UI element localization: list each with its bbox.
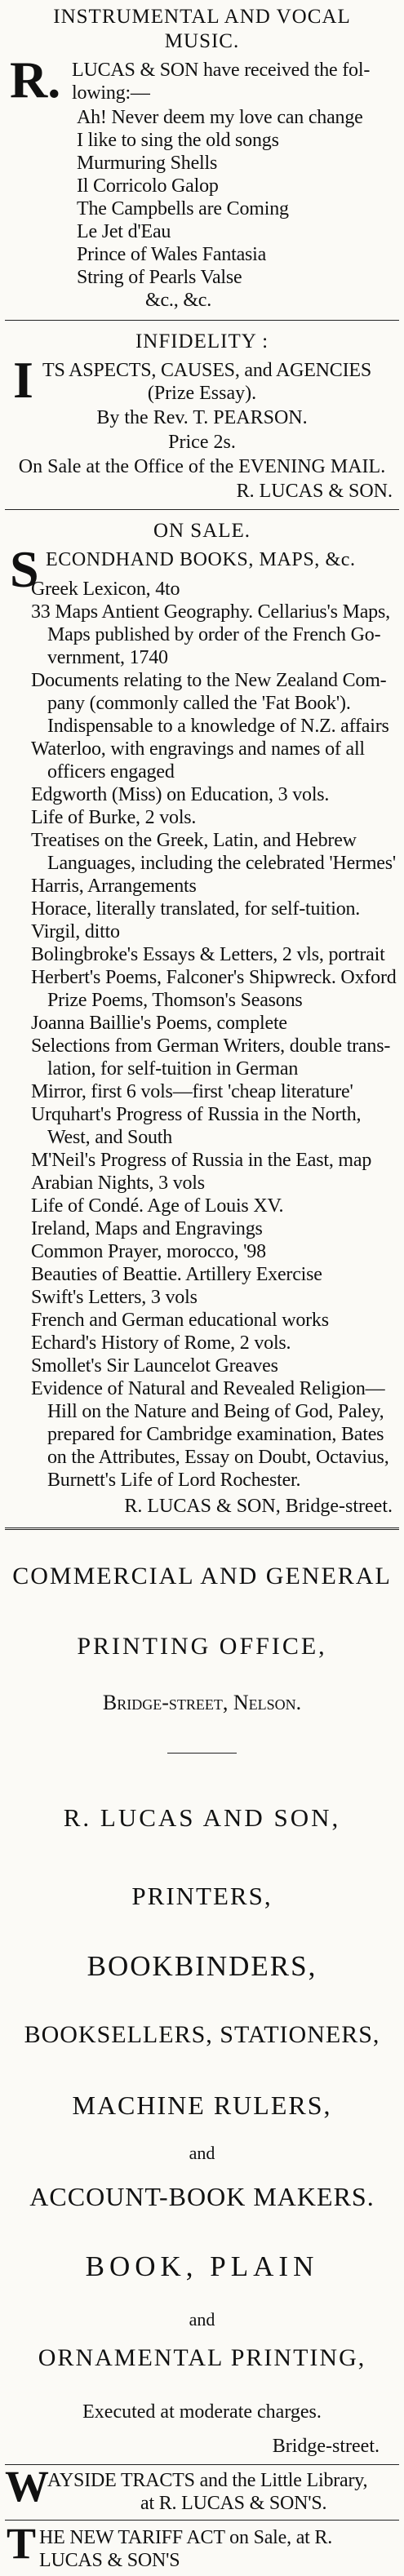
book-line: pany (commonly called the 'Fat Book'). — [47, 693, 351, 714]
music-heading-line1: INSTRUMENTAL AND VOCAL — [53, 6, 351, 28]
book-line: Horace, literally translated, for self-tuition. — [31, 898, 361, 920]
book-line: Swift's Letters, 3 vols — [31, 1287, 198, 1308]
infidelity-signature: R. LUCAS & SON. — [236, 481, 393, 502]
trade-account-book-makers: ACCOUNT-BOOK MAKERS. — [29, 2182, 375, 2211]
book-line: Urquhart's Progress of Russia in the North, — [31, 1104, 362, 1125]
book-line: Mirror, first 6 vols—first 'cheap literature' — [31, 1081, 353, 1102]
book-line: Virgil, ditto — [31, 921, 120, 942]
book-line: Bolingbroke's Essays & Letters, 2 vls, portrait — [31, 944, 385, 965]
wayside-line2: at R. LUCAS & SON'S. — [140, 2493, 327, 2514]
book-line: Selections from German Writers, double trans- — [31, 1035, 391, 1057]
book-line: Greek Lexicon, 4to — [31, 579, 180, 600]
book-line: Maps published by order of the French Go- — [47, 624, 381, 645]
music-item: Murmuring Shells — [77, 153, 218, 174]
music-item: &c., &c. — [145, 290, 212, 311]
trade-bookbinders: BOOKBINDERS, — [87, 1950, 317, 1982]
trade-machine-rulers: MACHINE RULERS, — [72, 2091, 332, 2120]
book-line: Edgworth (Miss) on Education, 3 vols. — [31, 784, 330, 805]
divider — [5, 509, 399, 510]
book-line: M'Neil's Progress of Russia in the East, map — [31, 1150, 372, 1171]
book-plain: BOOK, PLAIN — [85, 2250, 319, 2282]
tariff-line1: HE NEW TARIFF ACT on Sale, at R. — [39, 2527, 333, 2548]
book-line: Languages, including the celebrated 'Hermes' — [47, 853, 397, 874]
music-heading-line2: MUSIC. — [164, 30, 240, 52]
infidelity-sale-notice: On Sale at the Office of the EVENING MAIL. — [18, 456, 386, 477]
book-line: Evidence of Natural and Revealed Religion— — [31, 1378, 385, 1399]
book-line: Burnett's Life of Lord Rochester. — [47, 1470, 301, 1491]
book-line: French and German educational works — [31, 1310, 329, 1331]
book-line: Ireland, Maps and Engravings — [31, 1218, 263, 1239]
trade-booksellers-stationers: BOOKSELLERS, STATIONERS, — [24, 2021, 380, 2048]
book-line: Arabian Nights, 3 vols — [31, 1173, 205, 1194]
book-line: on the Attributes, Essay on Doubt, Octavius, — [47, 1447, 389, 1468]
infidelity-author: By the Rev. T. PEARSON. — [96, 407, 308, 428]
divider — [5, 320, 399, 321]
onsale-signature: R. LUCAS & SON, Bridge-street. — [124, 1496, 393, 1517]
tariff-dropcap: T — [7, 2519, 37, 2568]
book-line: Joanna Baillie's Poems, complete — [31, 1013, 287, 1034]
printing-address: Bridge-street, Nelson. — [102, 1691, 302, 1714]
firm-name: R. LUCAS AND SON, — [63, 1803, 341, 1832]
music-item: Ah! Never deem my love can change — [77, 107, 363, 128]
music-item: The Campbells are Coming — [77, 198, 289, 219]
book-line: Herbert's Poems, Falconer's Shipwreck. Oxford — [31, 967, 397, 988]
music-intro-line2: lowing:— — [72, 82, 150, 104]
book-line: Documents relating to the New Zealand Com- — [31, 670, 387, 691]
book-line: Treatises on the Greek, Latin, and Hebrew — [31, 830, 357, 851]
divider — [5, 2520, 399, 2521]
trade-printers: PRINTERS, — [131, 1882, 273, 1910]
book-line: Indispensable to a knowledge of N.Z. affairs — [47, 716, 389, 737]
onsale-title: ECONDHAND BOOKS, MAPS, &c. — [46, 549, 356, 570]
short-rule — [167, 1753, 237, 1754]
music-intro-line1: LUCAS & SON have received the fol- — [72, 60, 371, 81]
wayside-line1: AYSIDE TRACTS and the Little Library, — [47, 2470, 368, 2491]
book-line: Echard's History of Rome, 2 vols. — [31, 1332, 291, 1354]
book-line: Harris, Arrangements — [31, 876, 197, 897]
book-line: Beauties of Beattie. Artillery Exercise — [31, 1264, 322, 1285]
onsale-heading: ON SALE. — [153, 520, 251, 542]
book-line: West, and South — [47, 1127, 173, 1148]
book-line: Hill on the Nature and Being of God, Paley, — [47, 1401, 384, 1422]
book-line: 33 Maps Antient Geography. Cellarius's Maps, — [31, 601, 390, 623]
music-item: Prince of Wales Fantasia — [77, 244, 267, 265]
and-connector: and — [189, 2309, 215, 2330]
music-dropcap: R. — [10, 51, 61, 109]
book-line: Prize Poems, Thomson's Seasons — [47, 990, 303, 1011]
ornamental-printing: ORNAMENTAL PRINTING, — [38, 2344, 366, 2371]
moderate-charges: Executed at moderate charges. — [82, 2401, 322, 2423]
book-line: prepared for Cambridge examination, Bates — [47, 1424, 384, 1445]
infidelity-price: Price 2s. — [168, 432, 236, 453]
book-line: Common Prayer, morocco, '98 — [31, 1241, 266, 1262]
book-line: Waterloo, with engravings and names of all — [31, 738, 365, 760]
divider-double — [5, 1527, 399, 1530]
divider — [5, 2464, 399, 2465]
wayside-dropcap: W — [5, 2462, 49, 2511]
infidelity-title-line2: (Prize Essay). — [147, 383, 257, 404]
infidelity-dropcap: I — [13, 351, 33, 409]
book-line: lation, for self-tuition in German — [47, 1058, 299, 1080]
printing-heading-line2: PRINTING OFFICE, — [77, 1633, 327, 1660]
book-line: Life of Condé. Age of Louis XV. — [31, 1195, 284, 1217]
infidelity-heading: INFIDELITY : — [135, 330, 269, 352]
music-item: I like to sing the old songs — [77, 130, 279, 151]
music-item: Il Corricolo Galop — [77, 175, 219, 197]
printing-bridge-street: Bridge-street. — [272, 2436, 380, 2457]
book-line: Life of Burke, 2 vols. — [31, 807, 197, 828]
tariff-line2: LUCAS & SON'S — [39, 2550, 180, 2571]
book-line: vernment, 1740 — [47, 647, 168, 668]
infidelity-title-line1: TS ASPECTS, CAUSES, and AGENCIES — [42, 360, 372, 381]
book-line: Smollet's Sir Launcelot Greaves — [31, 1355, 278, 1377]
printing-heading-line1: COMMERCIAL AND GENERAL — [12, 1563, 392, 1589]
music-item: Le Jet d'Eau — [77, 221, 171, 242]
music-item: String of Pearls Valse — [77, 267, 242, 288]
onsale-dropcap: S — [10, 540, 39, 598]
and-connector: and — [189, 2143, 215, 2163]
book-line: officers engaged — [47, 761, 175, 783]
